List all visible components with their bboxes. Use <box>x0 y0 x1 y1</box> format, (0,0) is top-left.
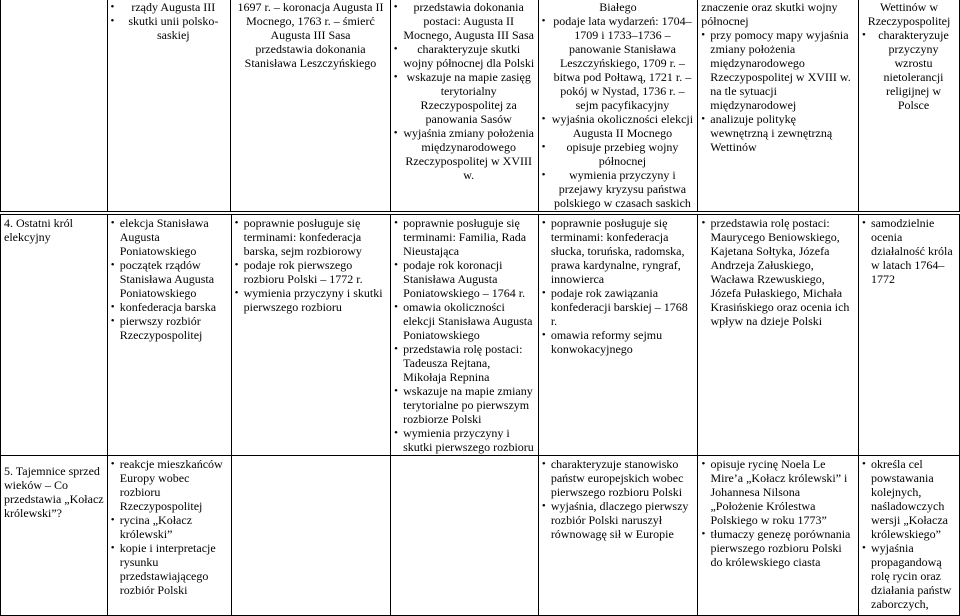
level3-cell <box>538 0 698 212</box>
bullet-list <box>701 457 855 569</box>
list-item: przedstawia dokonania Stanisława Leszczyńskiego <box>244 42 377 70</box>
level1-cell <box>231 0 391 212</box>
list-item: • wyjaśnia, dlaczego pierwszy rozbiór Polski naruszył równowagę sił w Europie <box>542 499 695 541</box>
topic-cell <box>1 0 108 212</box>
bullet-list <box>235 216 388 314</box>
list-item: • charakteryzuje przyczyny wzrostu nietolerancji religijnej w Polsce <box>862 28 956 112</box>
list-item: • wymienia przyczyny i skutki pierwszego rozbioru <box>394 426 535 454</box>
level3-cell <box>538 456 698 616</box>
content-cell <box>107 456 231 616</box>
list-item: • poprawnie posługuje się terminami: konfederacja barska, sejm rozbiorowy <box>235 216 388 258</box>
bullet-list <box>394 0 535 182</box>
list-item: • poprawnie posługuje się terminami: Familia, Rada Nieustająca <box>394 216 535 258</box>
level2-cell <box>390 0 538 212</box>
list-item: • kopie i interpretacje rysunku przedstawiającego rozbiór Polski <box>111 541 228 597</box>
table-continued <box>0 0 960 212</box>
list-item: • podaje rok koronacji Stanisława Augusta Poniatowskiego – 1764 r. <box>394 258 535 300</box>
bullet-list <box>862 216 956 286</box>
list-item: • podaje lata wydarzeń: 1704–1709 i 1733–1736 – panowanie Stanisława Leszczyńskiego, 1709 r. – bitwa pod Połtawą, 1721 r. – pokój w Nystad, 1736 r. – sejm pacyfikacyjny <box>542 14 695 112</box>
content-cell <box>107 215 231 456</box>
list-item: • określa cel powstawania kolejnych, naśladowczych wersji „Kołacza królewskiego” <box>862 457 956 541</box>
bullet-list <box>111 216 228 342</box>
list-item: • charakteryzuje skutki wojny północnej dla Polski <box>394 42 535 70</box>
bullet-list <box>111 457 228 597</box>
list-item: • opisuje rycinę Noela Le Mire’a „Kołacz królewski” i Johannesa Nilsona „Położenie Królestwa Polskiego w roku 1773” <box>701 457 855 527</box>
bullet-list <box>701 0 855 154</box>
list-item: • podaje rok zawiązania konfederacji barskiej – 1768 r. <box>542 286 695 328</box>
list-item: • elekcja Stanisława Augusta Poniatowskiego <box>111 216 228 258</box>
level1-cell <box>231 456 391 616</box>
list-item: • wymienia przyczyny i skutki pierwszego rozbioru <box>235 286 388 314</box>
content-cell <box>107 0 231 212</box>
list-item: • konfederacja barska <box>111 300 228 314</box>
level5-cell <box>859 456 960 616</box>
list-item: • wyjaśnia zmiany położenia międzynarodowego Rzeczypospolitej w XVIII w. <box>394 126 535 182</box>
topic-cell: 5. Tajemnice sprzed wieków – Co przedstawia „Kołacz królewski”? <box>1 456 108 616</box>
list-item: • poprawnie posługuje się terminami: konfederacja słucka, toruńska, radomska, prawa kardynalne, ryngraf, innowierca <box>542 216 695 286</box>
bullet-list <box>111 0 228 42</box>
table-row <box>1 0 960 212</box>
topic-cell: 4. Ostatni król elekcyjny <box>1 215 108 456</box>
level2-cell <box>391 456 539 616</box>
list-item: • samodzielnie ocenia działalność króla w latach 1764–1772 <box>862 216 956 286</box>
level2-cell <box>391 215 539 456</box>
list-item: • wymienia przyczyny i przejawy kryzysu państwa polskiego w czasach saskich <box>542 168 695 210</box>
table-row <box>1 456 960 616</box>
list-item: znaczenie oraz skutki wojny północnej <box>701 0 838 28</box>
list-item: • omawia okoliczności elekcji Stanisława Augusta Poniatowskiego <box>394 300 535 342</box>
list-item: • podaje rok pierwszego rozbioru Polski – 1772 r. <box>235 258 388 286</box>
level4-cell <box>698 456 859 616</box>
bullet-list <box>701 216 855 328</box>
bullet-list <box>542 216 695 356</box>
list-item: • wyjaśnia okoliczności elekcji Augusta II Mocnego <box>542 112 695 140</box>
list-item: • przedstawia rolę postaci: Tadeusza Rejtana, Mikołaja Repnina <box>394 342 535 384</box>
bullet-list <box>542 0 695 210</box>
list-item: • początek rządów Stanisława Augusta Poniatowskiego <box>111 258 228 300</box>
list-item: • tłumaczy genezę porównania pierwszego rozbioru Polski do królewskiego ciasta <box>701 527 855 569</box>
level4-cell <box>698 215 859 456</box>
list-item: • wyjaśnia propagandową rolę rycin oraz działania państw zaborczych, <box>862 541 956 611</box>
bullet-list <box>862 0 956 112</box>
list-item: Wettinów w Rzeczypospolitej <box>867 0 951 28</box>
list-item: • opisuje przebieg wojny północnej <box>542 140 695 168</box>
list-item: • charakteryzuje stanowisko państw europejskich wobec pierwszego rozbioru Polski <box>542 457 695 499</box>
bullet-list <box>234 0 387 70</box>
list-item: • omawia reformy sejmu konwokacyjnego <box>542 328 695 356</box>
list-item: • skutki unii polsko-saskiej <box>111 14 228 42</box>
list-item: • przedstawia dokonania postaci: Augusta II Mocnego, Augusta III Sasa <box>394 0 535 42</box>
level4-cell <box>698 0 859 212</box>
bullet-list <box>542 457 695 541</box>
list-item: • analizuje politykę wewnętrzną i zewnętrzną Wettinów <box>701 112 855 154</box>
list-item: • pierwszy rozbiór Rzeczypospolitej <box>111 314 228 342</box>
level5-cell <box>859 0 960 212</box>
list-item: Białego <box>599 0 637 14</box>
list-item: • przy pomocy mapy wyjaśnia zmiany położenia międzynarodowego Rzeczypospolitej w XVIII w. na tle sytuacji międzynarodowej <box>701 28 855 112</box>
table-row <box>1 215 960 456</box>
bullet-list <box>394 216 535 454</box>
table-main <box>0 214 960 616</box>
list-item: • rycina „Kołacz królewski” <box>111 513 228 541</box>
list-item: • wskazuje na mapie zasięg terytorialny Rzeczypospolitej za panowania Sasów <box>394 70 535 126</box>
list-item: • wskazuje na mapie zmiany terytorialne po pierwszym rozbiorze Polski <box>394 384 535 426</box>
list-item: • rządy Augusta III <box>111 0 228 14</box>
list-item: • przedstawia rolę postaci: Maurycego Beniowskiego, Kajetana Sołtyka, Józefa Andrzeja Załuskiego, Wacława Rzewuskiego, Józefa Pułaskiego, Michała Krasińskiego oraz ocenia ich wpływ na dzieje Polski <box>701 216 855 328</box>
list-item: • reakcje mieszkańców Europy wobec rozbioru Rzeczypospolitej <box>111 457 228 513</box>
level1-cell <box>231 215 391 456</box>
list-item: 1697 r. – koronacja Augusta II Mocnego, 1763 r. – śmierć Augusta III Sasa <box>237 0 384 42</box>
level5-cell <box>859 215 960 456</box>
level3-cell <box>538 215 698 456</box>
